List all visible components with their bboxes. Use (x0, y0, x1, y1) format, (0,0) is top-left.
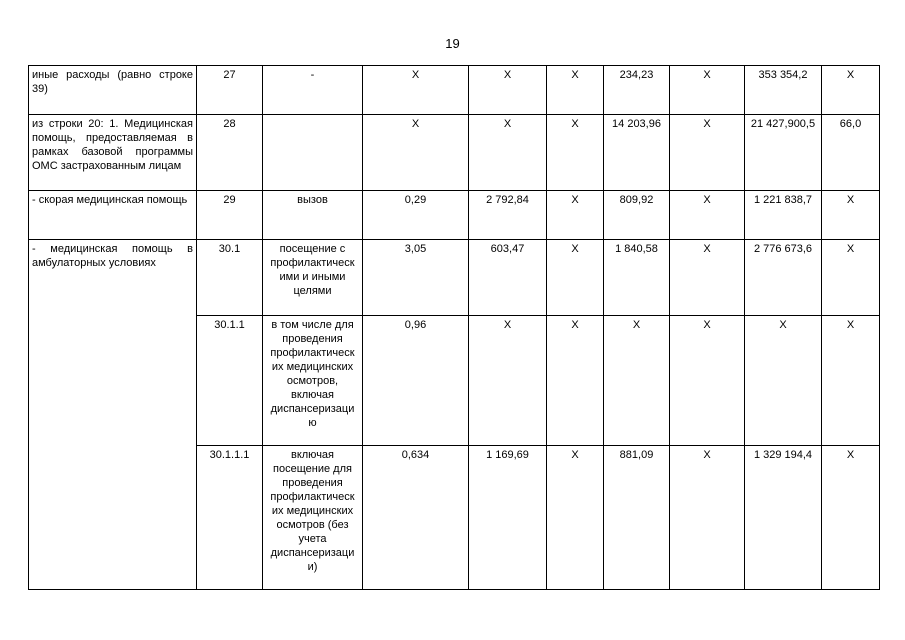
value-cell: 66,0 (822, 115, 880, 191)
value-cell: 809,92 (604, 191, 670, 240)
value-cell: X (547, 316, 604, 446)
unit-cell: - (263, 66, 363, 115)
value-cell: X (822, 446, 880, 590)
value-cell: X (547, 240, 604, 316)
value-cell: X (469, 115, 547, 191)
value-cell: X (547, 66, 604, 115)
value-cell: 21 427,900,5 (745, 115, 822, 191)
value-cell: X (363, 66, 469, 115)
value-cell: 603,47 (469, 240, 547, 316)
value-cell: 1 329 194,4 (745, 446, 822, 590)
row-name-cell: - медицинская помощь в амбулаторных условиях (29, 240, 197, 590)
value-cell: X (670, 115, 745, 191)
value-cell: 0,29 (363, 191, 469, 240)
expenditure-table (28, 65, 880, 590)
line-number-cell: 29 (197, 191, 263, 240)
value-cell: X (547, 446, 604, 590)
value-cell: X (822, 191, 880, 240)
value-cell: X (469, 66, 547, 115)
value-cell: 2 792,84 (469, 191, 547, 240)
value-cell: 0,96 (363, 316, 469, 446)
value-cell: 353 354,2 (745, 66, 822, 115)
value-cell: X (822, 240, 880, 316)
value-cell: X (469, 316, 547, 446)
unit-cell: в том числе для проведения профилактическ их медицинских осмотров, включая диспансеризаци ю (263, 316, 363, 446)
line-number-cell: 27 (197, 66, 263, 115)
value-cell: X (547, 115, 604, 191)
unit-cell: вызов (263, 191, 363, 240)
row-name-cell: - скорая медицинская помощь (29, 191, 197, 240)
value-cell: 0,634 (363, 446, 469, 590)
value-cell: X (670, 240, 745, 316)
unit-cell: посещение с профилактическ ими и иными целями (263, 240, 363, 316)
value-cell: 1 221 838,7 (745, 191, 822, 240)
line-number-cell: 30.1 (197, 240, 263, 316)
table-row (29, 191, 880, 240)
value-cell: X (547, 191, 604, 240)
value-cell: X (745, 316, 822, 446)
value-cell: X (670, 446, 745, 590)
value-cell: 234,23 (604, 66, 670, 115)
page-number: 19 (445, 36, 460, 51)
table-row (29, 240, 880, 316)
value-cell: X (604, 316, 670, 446)
unit-cell (263, 115, 363, 191)
value-cell: 881,09 (604, 446, 670, 590)
table-row (29, 66, 880, 115)
line-number-cell: 28 (197, 115, 263, 191)
value-cell: X (822, 66, 880, 115)
row-name-cell: из строки 20: 1. Медицинская помощь, предоставляемая в рамках базовой программы ОМС застрахованным лицам (29, 115, 197, 191)
value-cell: 3,05 (363, 240, 469, 316)
value-cell: 14 203,96 (604, 115, 670, 191)
value-cell: X (363, 115, 469, 191)
unit-cell: включая посещение для проведения профилактическ их медицинских осмотров (без учета диспансеризаци и) (263, 446, 363, 590)
value-cell: X (670, 316, 745, 446)
value-cell: X (670, 66, 745, 115)
value-cell: 1 840,58 (604, 240, 670, 316)
line-number-cell: 30.1.1 (197, 316, 263, 446)
value-cell: 2 776 673,6 (745, 240, 822, 316)
table-row (29, 115, 880, 191)
value-cell: X (670, 191, 745, 240)
line-number-cell: 30.1.1.1 (197, 446, 263, 590)
value-cell: 1 169,69 (469, 446, 547, 590)
row-name-cell: иные расходы (равно строке 39) (29, 66, 197, 115)
value-cell: X (822, 316, 880, 446)
